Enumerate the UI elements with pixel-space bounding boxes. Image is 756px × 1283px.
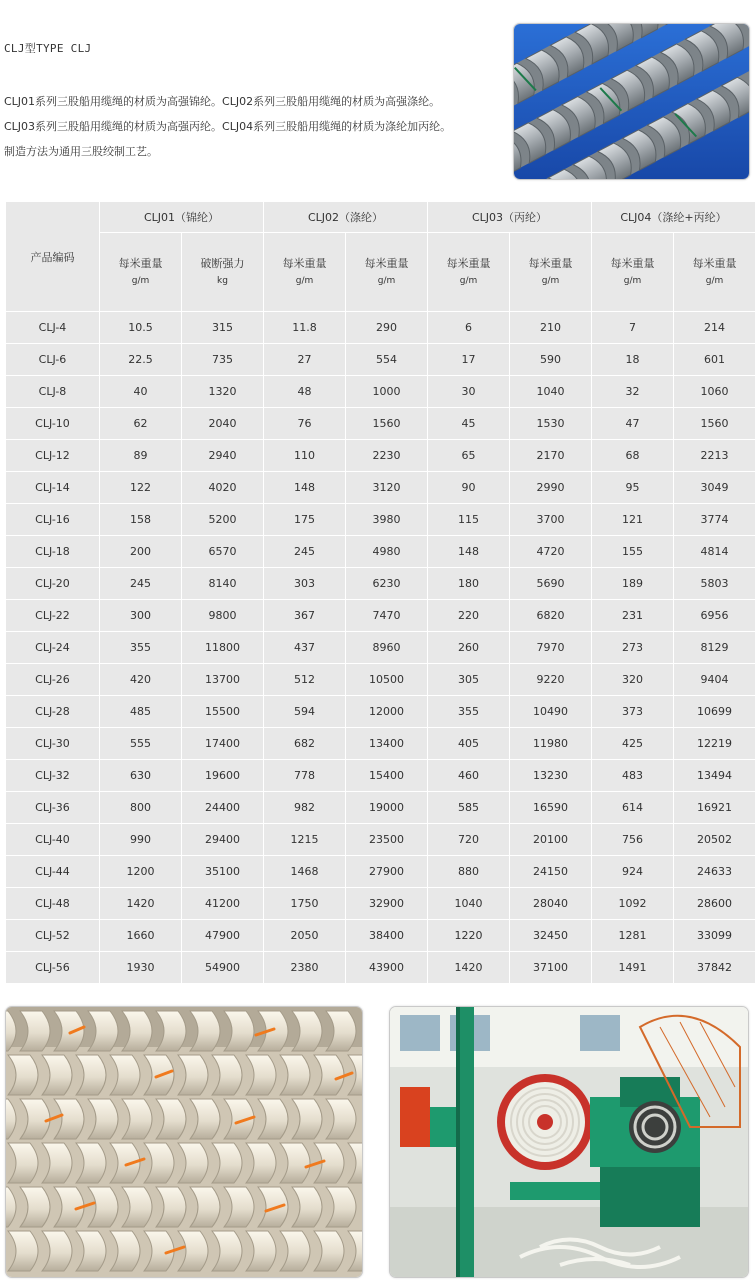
value-cell: 2380 [264, 952, 345, 983]
value-cell: 24400 [182, 792, 263, 823]
value-cell: 13700 [182, 664, 263, 695]
value-cell: 720 [428, 824, 509, 855]
value-cell: 7970 [510, 632, 591, 663]
value-cell: 1930 [100, 952, 181, 983]
sub-header-label: 每米重量 [118, 257, 163, 270]
table-row [6, 632, 755, 663]
value-cell: 65 [428, 440, 509, 471]
value-cell: 590 [510, 344, 591, 375]
value-cell: 5690 [510, 568, 591, 599]
value-cell: 28040 [510, 888, 591, 919]
value-cell: 43900 [346, 952, 427, 983]
value-cell: 45 [428, 408, 509, 439]
value-cell: 13400 [346, 728, 427, 759]
product-code-header: 产品编码 [6, 202, 99, 311]
value-cell: 425 [592, 728, 673, 759]
table-row [6, 920, 755, 951]
value-cell: 6570 [182, 536, 263, 567]
spec-table [5, 201, 756, 984]
table-row [6, 792, 755, 823]
value-cell: 18 [592, 344, 673, 375]
type-title: CLJ型TYPE CLJ [4, 42, 92, 55]
product-code-cell: CLJ-44 [6, 856, 99, 887]
value-cell: 1530 [510, 408, 591, 439]
table-row [6, 856, 755, 887]
product-code-cell: CLJ-8 [6, 376, 99, 407]
value-cell: 32450 [510, 920, 591, 951]
value-cell: 20100 [510, 824, 591, 855]
value-cell: 37842 [674, 952, 755, 983]
value-cell: 175 [264, 504, 345, 535]
value-cell: 10490 [510, 696, 591, 727]
value-cell: 420 [100, 664, 181, 695]
value-cell: 200 [100, 536, 181, 567]
value-cell: 460 [428, 760, 509, 791]
sub-header [182, 233, 263, 311]
value-cell: 29400 [182, 824, 263, 855]
value-cell: 32 [592, 376, 673, 407]
value-cell: 12000 [346, 696, 427, 727]
value-cell: 4814 [674, 536, 755, 567]
value-cell: 2170 [510, 440, 591, 471]
product-code-cell: CLJ-32 [6, 760, 99, 791]
value-cell: 19000 [346, 792, 427, 823]
value-cell: 373 [592, 696, 673, 727]
sub-header [674, 233, 755, 311]
product-code-cell: CLJ-16 [6, 504, 99, 535]
value-cell: 305 [428, 664, 509, 695]
value-cell: 9404 [674, 664, 755, 695]
value-cell: 437 [264, 632, 345, 663]
value-cell: 155 [592, 536, 673, 567]
value-cell: 19600 [182, 760, 263, 791]
table-row [6, 888, 755, 919]
value-cell: 12219 [674, 728, 755, 759]
series-header-clj01: CLJ01（锦纶） [100, 202, 263, 232]
value-cell: 2230 [346, 440, 427, 471]
value-cell: 8140 [182, 568, 263, 599]
value-cell: 148 [428, 536, 509, 567]
value-cell: 982 [264, 792, 345, 823]
product-code-cell: CLJ-36 [6, 792, 99, 823]
sub-header-label: 每米重量 [610, 257, 655, 270]
value-cell: 8129 [674, 632, 755, 663]
value-cell: 30 [428, 376, 509, 407]
value-cell: 483 [592, 760, 673, 791]
value-cell: 95 [592, 472, 673, 503]
value-cell: 1420 [100, 888, 181, 919]
product-code-cell: CLJ-22 [6, 600, 99, 631]
value-cell: 6820 [510, 600, 591, 631]
intro-line: 制造方法为通用三股绞制工艺。 [4, 145, 158, 158]
value-cell: 1468 [264, 856, 345, 887]
value-cell: 6230 [346, 568, 427, 599]
value-cell: 1420 [428, 952, 509, 983]
sub-header-label: 每米重量 [692, 257, 737, 270]
sub-header-unit: g/m [623, 276, 642, 286]
sub-header [346, 233, 427, 311]
table-row [6, 664, 755, 695]
sub-header-unit: g/m [705, 276, 724, 286]
value-cell: 355 [100, 632, 181, 663]
sub-header [100, 233, 181, 311]
rope-machine-photo [389, 1006, 749, 1278]
table-row [6, 568, 755, 599]
sub-header-label: 破断强力 [200, 257, 245, 270]
value-cell: 554 [346, 344, 427, 375]
value-cell: 148 [264, 472, 345, 503]
value-cell: 13230 [510, 760, 591, 791]
sub-header-unit: g/m [131, 276, 150, 286]
value-cell: 2213 [674, 440, 755, 471]
value-cell: 990 [100, 824, 181, 855]
table-row [6, 600, 755, 631]
value-cell: 800 [100, 792, 181, 823]
value-cell: 16590 [510, 792, 591, 823]
value-cell: 778 [264, 760, 345, 791]
value-cell: 1491 [592, 952, 673, 983]
value-cell: 189 [592, 568, 673, 599]
value-cell: 682 [264, 728, 345, 759]
value-cell: 260 [428, 632, 509, 663]
value-cell: 10699 [674, 696, 755, 727]
value-cell: 23500 [346, 824, 427, 855]
value-cell: 17 [428, 344, 509, 375]
value-cell: 17400 [182, 728, 263, 759]
table-row [6, 504, 755, 535]
value-cell: 38400 [346, 920, 427, 951]
value-cell: 16921 [674, 792, 755, 823]
value-cell: 48 [264, 376, 345, 407]
product-code-cell: CLJ-30 [6, 728, 99, 759]
value-cell: 1040 [428, 888, 509, 919]
value-cell: 756 [592, 824, 673, 855]
value-cell: 614 [592, 792, 673, 823]
value-cell: 28600 [674, 888, 755, 919]
white-rope-photo [5, 1006, 363, 1278]
value-cell: 245 [264, 536, 345, 567]
value-cell: 3120 [346, 472, 427, 503]
value-cell: 37100 [510, 952, 591, 983]
value-cell: 630 [100, 760, 181, 791]
value-cell: 90 [428, 472, 509, 503]
value-cell: 13494 [674, 760, 755, 791]
product-code-cell: CLJ-14 [6, 472, 99, 503]
value-cell: 367 [264, 600, 345, 631]
product-code-cell: CLJ-20 [6, 568, 99, 599]
value-cell: 485 [100, 696, 181, 727]
table-row [6, 728, 755, 759]
value-cell: 245 [100, 568, 181, 599]
value-cell: 210 [510, 312, 591, 343]
value-cell: 320 [592, 664, 673, 695]
value-cell: 76 [264, 408, 345, 439]
value-cell: 273 [592, 632, 673, 663]
value-cell: 585 [428, 792, 509, 823]
sub-header-label: 每米重量 [364, 257, 409, 270]
value-cell: 2940 [182, 440, 263, 471]
sub-header-unit: g/m [459, 276, 478, 286]
value-cell: 231 [592, 600, 673, 631]
value-cell: 3980 [346, 504, 427, 535]
value-cell: 1215 [264, 824, 345, 855]
product-code-cell: CLJ-28 [6, 696, 99, 727]
value-cell: 4020 [182, 472, 263, 503]
value-cell: 122 [100, 472, 181, 503]
value-cell: 110 [264, 440, 345, 471]
value-cell: 9220 [510, 664, 591, 695]
sub-header [592, 233, 673, 311]
value-cell: 214 [674, 312, 755, 343]
value-cell: 555 [100, 728, 181, 759]
value-cell: 1281 [592, 920, 673, 951]
value-cell: 4720 [510, 536, 591, 567]
product-code-cell: CLJ-4 [6, 312, 99, 343]
sub-header [264, 233, 345, 311]
product-code-cell: CLJ-26 [6, 664, 99, 695]
value-cell: 115 [428, 504, 509, 535]
value-cell: 1660 [100, 920, 181, 951]
table-row [6, 952, 755, 983]
table-row [6, 376, 755, 407]
value-cell: 7470 [346, 600, 427, 631]
value-cell: 1040 [510, 376, 591, 407]
value-cell: 11800 [182, 632, 263, 663]
product-code-cell: CLJ-10 [6, 408, 99, 439]
product-code-cell: CLJ-12 [6, 440, 99, 471]
sub-header-unit: g/m [295, 276, 314, 286]
sub-header-label: 每米重量 [528, 257, 573, 270]
value-cell: 1220 [428, 920, 509, 951]
value-cell: 1060 [674, 376, 755, 407]
value-cell: 9800 [182, 600, 263, 631]
value-cell: 158 [100, 504, 181, 535]
value-cell: 22.5 [100, 344, 181, 375]
product-code-cell: CLJ-6 [6, 344, 99, 375]
sub-header-label: 每米重量 [446, 257, 491, 270]
value-cell: 10500 [346, 664, 427, 695]
value-cell: 924 [592, 856, 673, 887]
table-row [6, 408, 755, 439]
product-code-cell: CLJ-48 [6, 888, 99, 919]
table-row [6, 344, 755, 375]
value-cell: 5803 [674, 568, 755, 599]
value-cell: 35100 [182, 856, 263, 887]
value-cell: 735 [182, 344, 263, 375]
product-code-cell: CLJ-18 [6, 536, 99, 567]
sub-header [510, 233, 591, 311]
value-cell: 315 [182, 312, 263, 343]
sub-header-unit: kg [217, 276, 228, 286]
value-cell: 594 [264, 696, 345, 727]
value-cell: 24633 [674, 856, 755, 887]
value-cell: 2990 [510, 472, 591, 503]
value-cell: 1092 [592, 888, 673, 919]
series-header-clj04: CLJ04（涤纶+丙纶） [592, 202, 755, 232]
value-cell: 3049 [674, 472, 755, 503]
value-cell: 5200 [182, 504, 263, 535]
table-row [6, 536, 755, 567]
value-cell: 355 [428, 696, 509, 727]
value-cell: 1560 [346, 408, 427, 439]
value-cell: 47900 [182, 920, 263, 951]
product-code-cell: CLJ-52 [6, 920, 99, 951]
table-row [6, 312, 755, 343]
value-cell: 3774 [674, 504, 755, 535]
table-row [6, 472, 755, 503]
value-cell: 62 [100, 408, 181, 439]
value-cell: 47 [592, 408, 673, 439]
sub-header [428, 233, 509, 311]
value-cell: 11980 [510, 728, 591, 759]
value-cell: 512 [264, 664, 345, 695]
value-cell: 8960 [346, 632, 427, 663]
grey-rope-photo [513, 23, 750, 180]
value-cell: 303 [264, 568, 345, 599]
value-cell: 68 [592, 440, 673, 471]
sub-header-unit: g/m [541, 276, 560, 286]
sub-header-unit: g/m [377, 276, 396, 286]
value-cell: 405 [428, 728, 509, 759]
product-code-cell: CLJ-40 [6, 824, 99, 855]
product-code-cell: CLJ-24 [6, 632, 99, 663]
value-cell: 880 [428, 856, 509, 887]
value-cell: 1750 [264, 888, 345, 919]
value-cell: 300 [100, 600, 181, 631]
value-cell: 10.5 [100, 312, 181, 343]
sub-header-label: 每米重量 [282, 257, 327, 270]
value-cell: 89 [100, 440, 181, 471]
value-cell: 1000 [346, 376, 427, 407]
value-cell: 3700 [510, 504, 591, 535]
value-cell: 6956 [674, 600, 755, 631]
value-cell: 32900 [346, 888, 427, 919]
value-cell: 2050 [264, 920, 345, 951]
intro-line: CLJ01系列三股船用缆绳的材质为高强锦纶。CLJ02系列三股船用缆绳的材质为高强涤纶。 [4, 95, 441, 108]
value-cell: 27900 [346, 856, 427, 887]
value-cell: 20502 [674, 824, 755, 855]
value-cell: 54900 [182, 952, 263, 983]
intro-line: CLJ03系列三股船用缆绳的材质为高强丙纶。CLJ04系列三股船用缆绳的材质为涤纶加丙纶。 [4, 120, 452, 133]
spec-table-body [6, 312, 755, 983]
value-cell: 220 [428, 600, 509, 631]
value-cell: 121 [592, 504, 673, 535]
product-code-cell: CLJ-56 [6, 952, 99, 983]
value-cell: 4980 [346, 536, 427, 567]
value-cell: 7 [592, 312, 673, 343]
value-cell: 1320 [182, 376, 263, 407]
value-cell: 33099 [674, 920, 755, 951]
table-row [6, 760, 755, 791]
value-cell: 290 [346, 312, 427, 343]
table-row [6, 696, 755, 727]
value-cell: 2040 [182, 408, 263, 439]
value-cell: 601 [674, 344, 755, 375]
value-cell: 24150 [510, 856, 591, 887]
table-row [6, 824, 755, 855]
value-cell: 11.8 [264, 312, 345, 343]
value-cell: 1560 [674, 408, 755, 439]
value-cell: 15400 [346, 760, 427, 791]
value-cell: 6 [428, 312, 509, 343]
value-cell: 40 [100, 376, 181, 407]
value-cell: 180 [428, 568, 509, 599]
series-header-clj03: CLJ03（丙纶） [428, 202, 591, 232]
series-header-clj02: CLJ02（涤纶） [264, 202, 427, 232]
value-cell: 27 [264, 344, 345, 375]
value-cell: 15500 [182, 696, 263, 727]
value-cell: 1200 [100, 856, 181, 887]
table-row [6, 440, 755, 471]
value-cell: 41200 [182, 888, 263, 919]
